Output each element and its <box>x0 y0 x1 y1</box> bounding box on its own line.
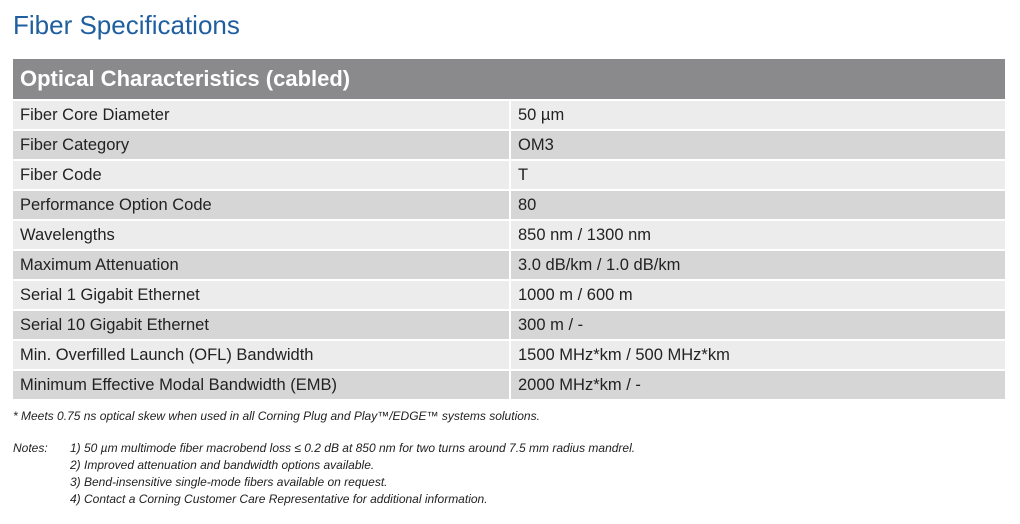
note-item: 3) Bend-insensitive single-mode fibers available on request. <box>70 475 388 489</box>
spec-label: Minimum Effective Modal Bandwidth (EMB) <box>13 371 511 401</box>
spec-value: T <box>511 161 1005 191</box>
spec-value: 80 <box>511 191 1005 221</box>
note-item: 4) Contact a Corning Customer Care Representative for additional information. <box>70 492 488 506</box>
table-row <box>13 251 1005 281</box>
spec-value: 1500 MHz*km / 500 MHz*km <box>511 341 1005 371</box>
table-row <box>13 311 1005 341</box>
spec-value: 300 m / - <box>511 311 1005 341</box>
footnote: * Meets 0.75 ns optical skew when used in all Corning Plug and Play™/EDGE™ systems solutions. <box>13 409 540 423</box>
table-row <box>13 221 1005 251</box>
table-row <box>13 101 1005 131</box>
table-row <box>13 131 1005 161</box>
page-title: Fiber Specifications <box>13 10 240 40</box>
spec-value: 2000 MHz*km / - <box>511 371 1005 401</box>
note-item: 1) 50 µm multimode fiber macrobend loss ≤ 0.2 dB at 850 nm for two turns around 7.5 mm radius mandrel. <box>70 441 636 455</box>
table-row <box>13 161 1005 191</box>
table-row <box>13 191 1005 221</box>
spec-value: 3.0 dB/km / 1.0 dB/km <box>511 251 1005 281</box>
spec-label: Min. Overfilled Launch (OFL) Bandwidth <box>13 341 511 371</box>
table-row <box>13 341 1005 371</box>
table-row <box>13 281 1005 311</box>
notes-list <box>70 440 635 508</box>
table-header-row <box>13 59 1005 101</box>
spec-label: Performance Option Code <box>13 191 511 221</box>
spec-value: OM3 <box>511 131 1005 161</box>
spec-label: Serial 1 Gigabit Ethernet <box>13 281 511 311</box>
specifications-table <box>13 59 1005 401</box>
note-item: 2) Improved attenuation and bandwidth options available. <box>70 458 375 472</box>
notes-label: Notes: <box>13 441 48 455</box>
spec-value: 50 µm <box>511 101 1005 131</box>
spec-label: Fiber Code <box>13 161 511 191</box>
spec-value: 1000 m / 600 m <box>511 281 1005 311</box>
table-row <box>13 371 1005 401</box>
spec-label: Serial 10 Gigabit Ethernet <box>13 311 511 341</box>
spec-label: Fiber Core Diameter <box>13 101 511 131</box>
table-header: Optical Characteristics (cabled) <box>13 59 1005 101</box>
spec-label: Fiber Category <box>13 131 511 161</box>
spec-value: 850 nm / 1300 nm <box>511 221 1005 251</box>
spec-label: Maximum Attenuation <box>13 251 511 281</box>
spec-label: Wavelengths <box>13 221 511 251</box>
